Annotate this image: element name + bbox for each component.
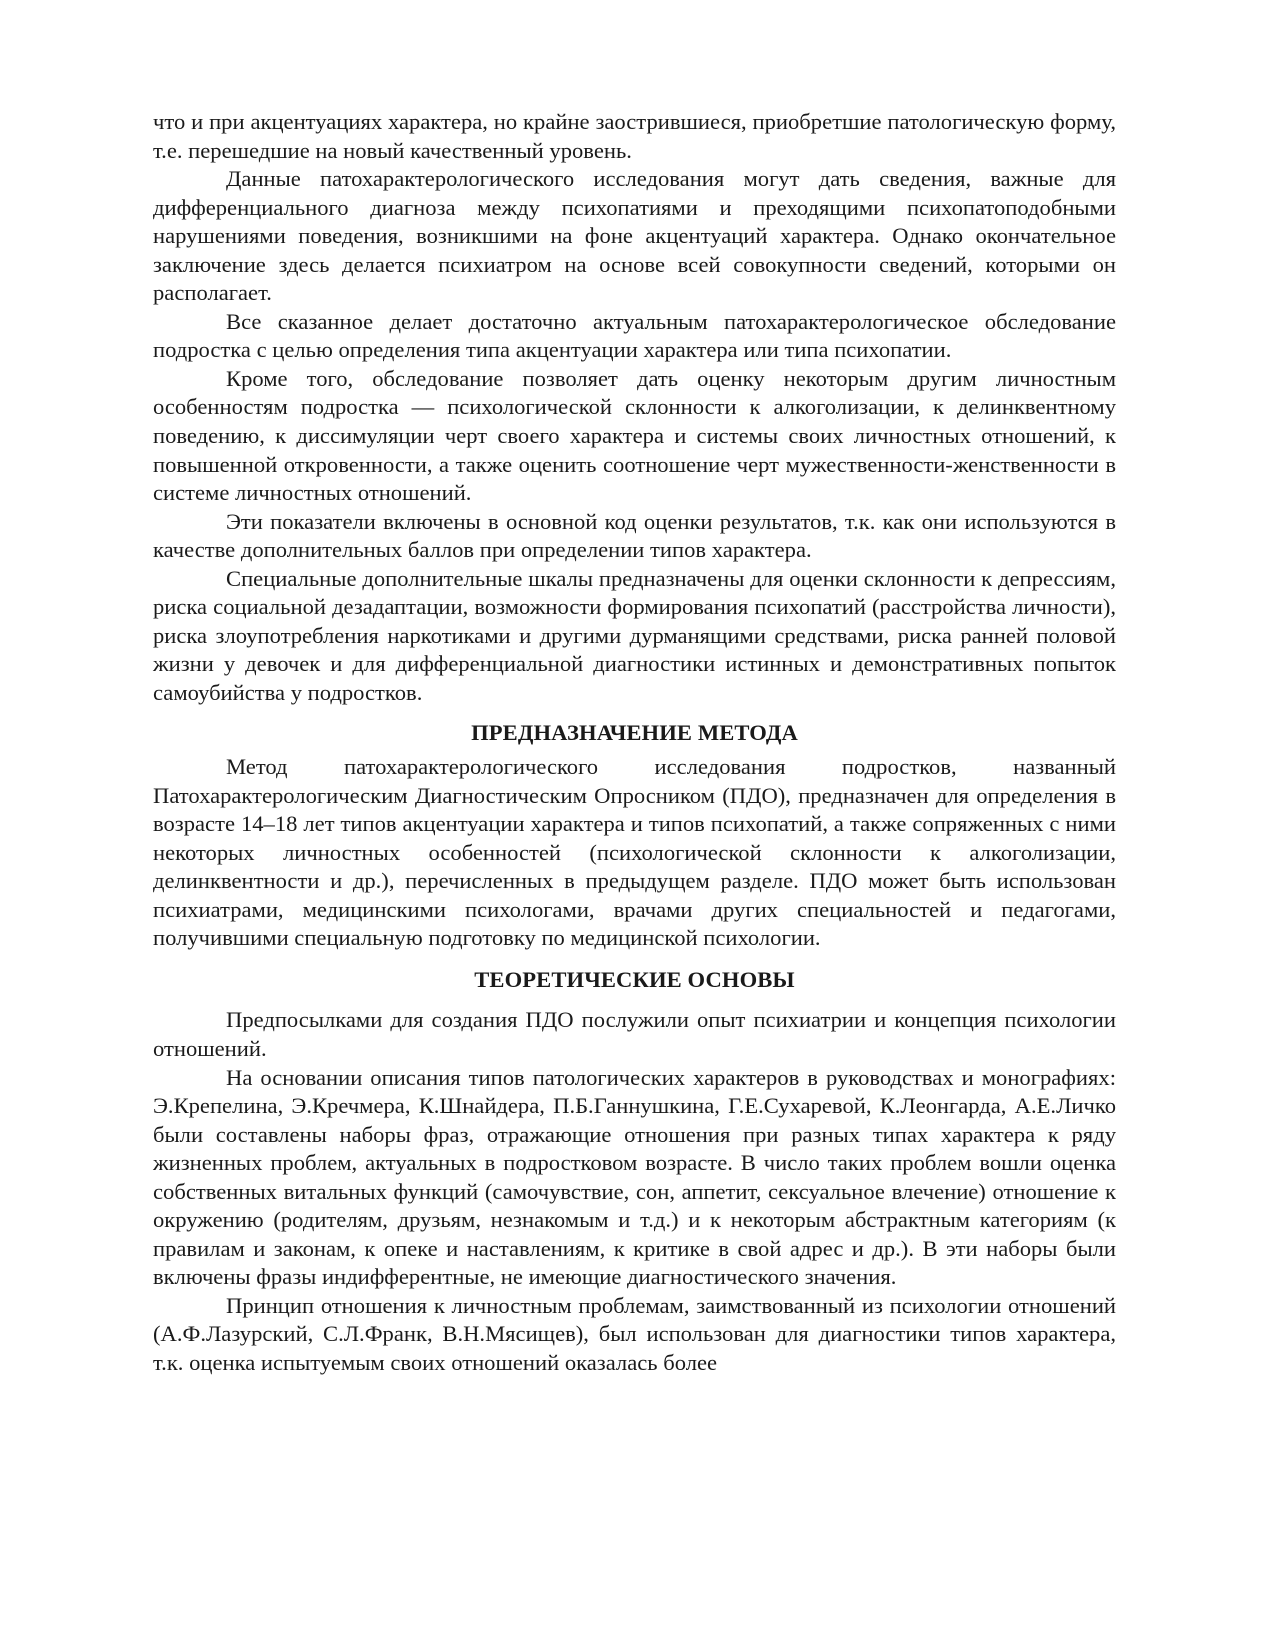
section-heading-theory: ТЕОРЕТИЧЕСКИЕ ОСНОВЫ <box>474 966 795 992</box>
paragraph-differential-diagnosis: Данные патохарактерологического исследования могут дать сведения, важные для дифференциального диагноза между психопатиями и преходящими психопатоподобными нарушениями поведения, возникшими на фоне акцентуаций характера. Однако окончательное заключение здесь делается психиатром на основе всей совокупности сведений, которыми он располагает. <box>153 166 1116 306</box>
paragraph-additional-scales: Специальные дополнительные шкалы предназначены для оценки склонности к депрессиям, риска социальной дезадаптации, возможности формирования психопатий (расстройства личности), риска злоупотребления наркотиками и другими дурманящими средствами, риска ранней половой жизни у девочек и для дифференциальной диагностики истинных и демонстративных попыток самоубийства у подростков. <box>153 565 1116 705</box>
paragraph-method-purpose: Метод патохарактерологического исследования подростков, названный Патохарактерологическим Диагностическим Опросником (ПДО), предназначен для определения в возрасте 14–18 лет типов акцентуации характера и типов психопатий, а также сопряженных с ними некоторых личностных особенностей (психологической склонности к алкоголизации, делинквентности и др.), перечисленных в предыдущем разделе. ПДО может быть использован психиатрами, медицинскими психологами, врачами других специальностей и педагогами, получившими специальную подготовку по медицинской психологии. <box>153 754 1116 951</box>
paragraph-personality-features: Кроме того, обследование позволяет дать оценку некоторым другим личностным особенностям подростка — психологической склонности к алкоголизации, к делинквентному поведению, к диссимуляции черт своего характера и системы своих личностных отношений, к повышенной откровенности, а также оценить соотношение черт мужественности-женственности в системе личностных отношений. <box>153 365 1116 506</box>
paragraph-relations-principle: Принцип отношения к личностным проблемам, заимствованный из психологии отношений (А.Ф.Лазурский, С.Л.Франк, В.Н.Мясищев), был использован для диагностики типов характера, т.к. оценка испытуемым своих отношений оказалась более <box>153 1292 1116 1375</box>
paragraph-prerequisites: Предпосылками для создания ПДО послужили опыт психиатрии и концепция психологии отношений. <box>153 1007 1116 1061</box>
paragraph-indicators: Эти показатели включены в основной код оценки результатов, т.к. как они используются в качестве дополнительных баллов при определении типов характера. <box>153 508 1116 563</box>
document-page <box>153 108 1116 1378</box>
paragraph-continuation: что и при акцентуациях характера, но крайне заострившиеся, приобретшие патологическую форму, т.е. перешедшие на новый качественный уровень. <box>153 109 1116 163</box>
section-heading-purpose: ПРЕДНАЗНАЧЕНИЕ МЕТОДА <box>471 720 798 746</box>
paragraph-character-types: На основании описания типов патологических характеров в руководствах и монографиях: Э.Крепелина, Э.Кречмера, К.Шнайдера, П.Б.Ганнушкина, Г.Е.Сухаревой, К.Леонгарда, А.Е.Личко были составлены наборы фраз, отражающие отношения при разных типах характера к ряду жизненных проблем, актуальных в подростковом возрасте. В число таких проблем вошли оценка собственных витальных функций (самочувствие, сон, аппетит, сексуальное влечение) отношение к окружению (родителям, друзьям, незнакомым и т.д.) и к некоторым абстрактным категориям (к правилам и законам, к опеке и наставлениям, к критике в свой адрес и др.). В эти наборы были включены фразы индифферентные, не имеющие диагностического значения. <box>153 1064 1116 1290</box>
paragraph-relevance: Все сказанное делает достаточно актуальным патохарактерологическое обследование подростка с целью определения типа акцентуации характера или типа психопатии. <box>153 308 1116 363</box>
